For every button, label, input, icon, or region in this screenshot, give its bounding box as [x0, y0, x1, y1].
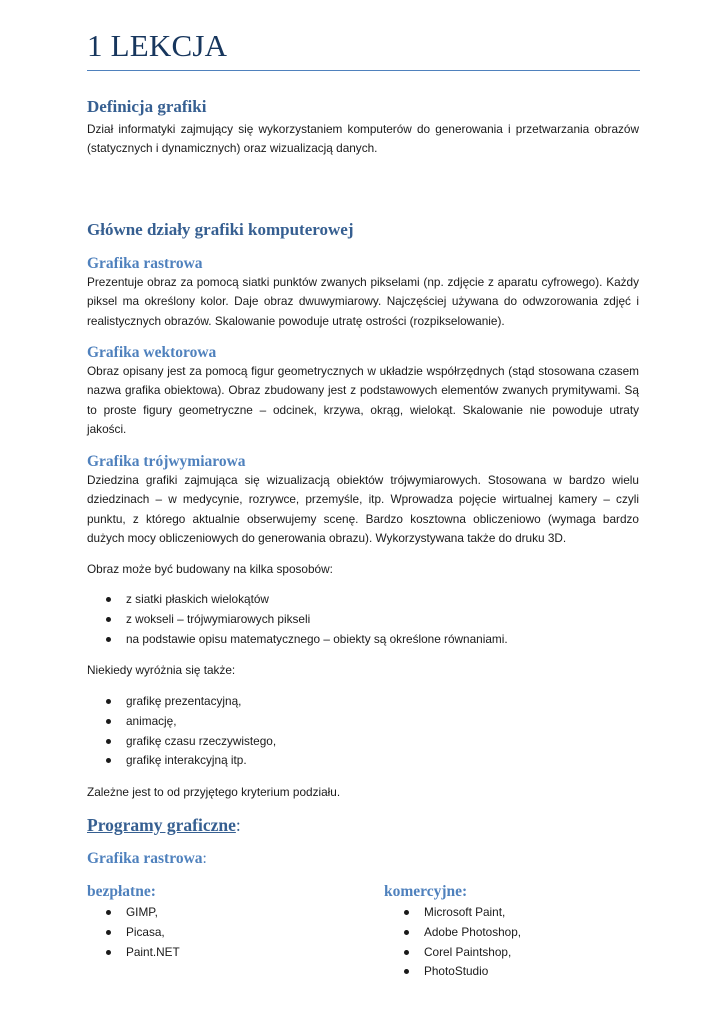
list-item: z wokseli – trójwymiarowych pikseli — [103, 610, 623, 630]
wyroznia-list — [103, 692, 623, 771]
list-item: na podstawie opisu matematycznego – obiekty są określone równaniami. — [103, 630, 623, 650]
list-item: grafikę interakcyjną itp. — [103, 751, 623, 771]
list-item: z siatki płaskich wielokątów — [103, 590, 623, 610]
heading-bezplatne: bezpłatne: — [87, 883, 156, 900]
list-item: PhotoStudio — [401, 962, 641, 982]
bezplatne-list — [103, 903, 343, 962]
list-item: Paint.NET — [103, 943, 343, 963]
page-title: 1 LEKCJA — [87, 28, 640, 71]
list-item: Corel Paintshop, — [401, 943, 641, 963]
list-item: grafikę czasu rzeczywistego, — [103, 732, 623, 752]
list-item: grafikę prezentacyjną, — [103, 692, 623, 712]
programy-heading-colon: : — [235, 815, 241, 835]
heading-grafika-trojwymiarowa: Grafika trójwymiarowa — [87, 453, 246, 470]
sposoby-intro: Obraz może być budowany na kilka sposobów: — [87, 562, 333, 576]
heading-glowne-dzialy: Główne działy grafiki komputerowej — [87, 220, 354, 239]
paragraph-grafika-wektorowa: Obraz opisany jest za pomocą figur geometrycznych w układzie współrzędnych (stąd stosowana czasem nazwa grafika obiektowa). Obraz zbudowany jest z podstawowych elementów zwanych prymitywami. Są to proste figury geometryczne – odcinek, krzywa, okrąg, wielokąt. Skalowanie nie powoduje utraty jakości. — [87, 364, 639, 436]
komercyjne-list — [401, 903, 641, 982]
heading-programy-rastrowa — [87, 850, 207, 868]
programy-heading-text: Programy graficzne — [87, 815, 236, 835]
paragraph-definicja: Dział informatyki zajmujący się wykorzystaniem komputerów do generowania i przetwarzania obrazów (statycznych i dynamicznych) oraz wizualizacją danych. — [87, 122, 639, 156]
paragraph-grafika-rastrowa: Prezentuje obraz za pomocą siatki punktów zwanych pikselami (np. zdjęcie z aparatu cyfrowego). Każdy piksel ma określony kolor. Daje obraz dwuwymiarowy. Najczęściej używana do odwzorowania zdjęć i realistycznych obrazów. Skalowanie powoduje utratę ostrości (rozpikselowanie). — [87, 275, 639, 328]
heading-definicja: Definicja grafiki — [87, 97, 207, 116]
list-item: Adobe Photoshop, — [401, 923, 641, 943]
list-item: Microsoft Paint, — [401, 903, 641, 923]
heading-programy-graficzne — [87, 815, 241, 835]
heading-komercyjne: komercyjne: — [384, 883, 468, 900]
wyroznia-intro: Niekiedy wyróżnia się także: — [87, 663, 236, 677]
list-item: Picasa, — [103, 923, 343, 943]
programy-sub-text: Grafika rastrowa — [87, 850, 203, 867]
zalezne-note: Zależne jest to od przyjętego kryterium podziału. — [87, 785, 341, 799]
paragraph-grafika-trojwymiarowa: Dziedzina grafiki zajmująca się wizualizacją obiektów trójwymiarowych. Stosowana w bardzo wielu dziedzinach – w medycynie, rozrywce, przemyśle, itp. Wprowadza pojęcie wirtualnej kamery – czyli punktu, z którego aktualnie obserwujemy scenę. Bardzo kosztowna obliczeniowo (wymaga bardzo dużych mocy obliczeniowych do generowania obrazu). Wykorzystywana także do druku 3D. — [87, 473, 639, 545]
heading-grafika-wektorowa: Grafika wektorowa — [87, 344, 217, 361]
programy-sub-colon: : — [202, 850, 207, 867]
list-item: animację, — [103, 712, 623, 732]
heading-grafika-rastrowa: Grafika rastrowa — [87, 255, 203, 272]
sposoby-list — [103, 590, 623, 649]
list-item: GIMP, — [103, 903, 343, 923]
